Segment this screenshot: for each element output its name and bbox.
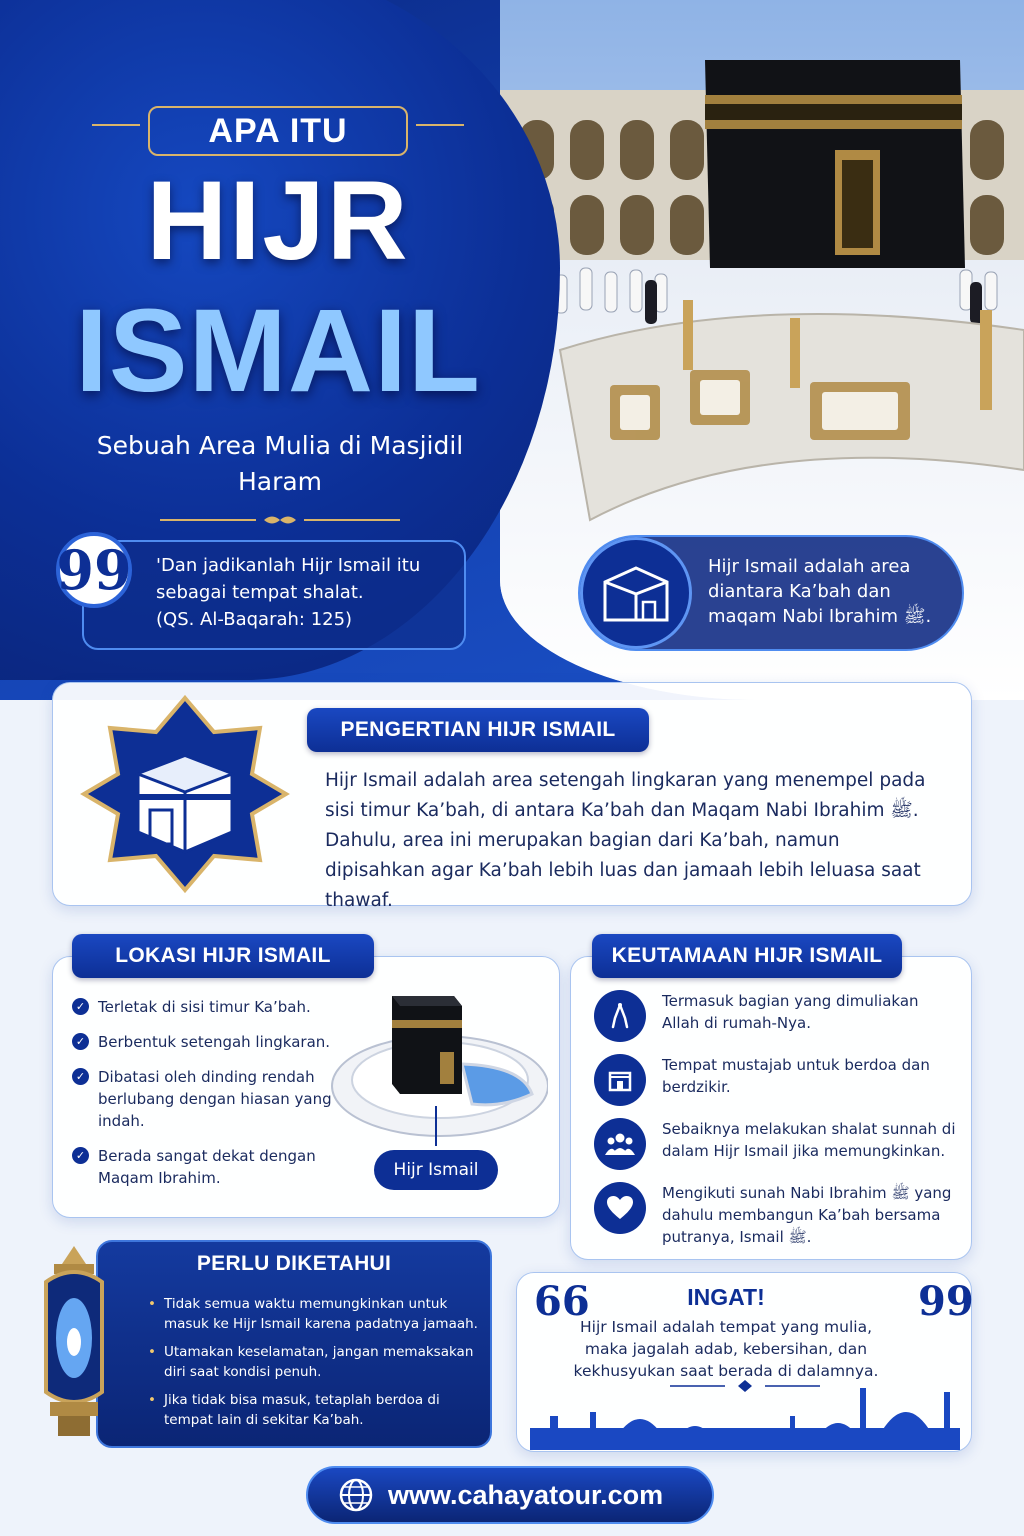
kaaba-icon [594, 1054, 646, 1106]
virtue-text: Tempat mustajab untuk berdoa dan berdzikir. [662, 1056, 930, 1096]
website-link[interactable]: www.cahayatour.com [388, 1479, 664, 1510]
virtue-item [594, 1182, 954, 1246]
hijr-ismail-diagram-label: Hijr Ismail [374, 1150, 498, 1190]
good-to-know-list [148, 1294, 478, 1438]
banner-ornament-right [416, 124, 464, 126]
virtue-text: Mengikuti sunah Nabi Ibrahim ﷺ yang dahulu membangun Ka’bah bersama putranya, Ismail ﷺ. [662, 1184, 952, 1246]
people-icon [594, 1118, 646, 1170]
location-item: ✓ Terletak di sisi timur Ka’bah. [72, 996, 332, 1018]
location-badge-text: Hijr Ismail adalah area diantara Ka’bah dan maqam Nabi Ibrahim ﷺ. [708, 556, 932, 627]
virtues-heading: KEUTAMAAN HIJR ISMAIL [592, 934, 902, 978]
title-line-1: HIJR [146, 158, 410, 283]
quote-body: 'Dan jadikanlah Hijr Ismail itu sebagai tempat shalat. [156, 555, 421, 603]
virtue-text: Sebaiknya melakukan shalat sunnah di dalam Hijr Ismail jika memungkinkan. [662, 1120, 956, 1160]
footer-url-bar[interactable] [306, 1466, 714, 1524]
good-to-know-heading: PERLU DIKETAHUI [196, 1252, 392, 1275]
kicker-text: APA ITU [208, 111, 348, 150]
close-quote-icon: 99 [918, 1278, 974, 1325]
title-line-2: ISMAIL [75, 285, 481, 417]
heart-icon [594, 1182, 646, 1234]
lantern-icon [24, 1242, 124, 1452]
subtitle: Sebuah Area Mulia di Masjidil Haram [96, 431, 464, 496]
virtue-item [594, 1054, 954, 1110]
location-list [72, 996, 332, 1202]
location-item: ✓ Dibatasi oleh dinding rendah berlubang dengan hiasan yang indah. [72, 1066, 332, 1132]
quote-mark-icon: 99 [56, 532, 132, 608]
kaaba-star-emblem-icon [80, 692, 290, 896]
globe-icon [338, 1477, 374, 1513]
mosque-skyline-icon [520, 1376, 970, 1450]
quote-text [156, 552, 456, 633]
reminder-body: Hijr Ismail adalah tempat yang mulia, maka jagalah adab, kebersihan, dan kekhusyukan saat berada di dalamnya. [573, 1318, 879, 1380]
location-item: ✓ Berbentuk setengah lingkaran. [72, 1031, 332, 1053]
kicker-banner [92, 98, 464, 164]
quote-reference: (QS. Al-Baqarah: 125) [156, 609, 353, 630]
kaaba-diagram-icon [322, 976, 548, 1146]
virtue-text: Termasuk bagian yang dimuliakan Allah di rumah-Nya. [662, 992, 919, 1032]
kaaba-outline-icon [580, 537, 692, 649]
definition-heading: PENGERTIAN HIJR ISMAIL [307, 708, 649, 752]
good-to-know-item: • Jika tidak bisa masuk, tetaplah berdoa di tempat lain di sekitar Ka’bah. [148, 1390, 478, 1430]
definition-body: Hijr Ismail adalah area setengah lingkaran yang menempel pada sisi timur Ka’bah, di antara Ka’bah dan Maqam Nabi Ibrahim ﷺ. Dahulu, area ini merupakan bagian dari Ka’bah, namun dipisahkan agar Ka’bah lebih luas dan jamaah lebih leluasa saat thawaf. [325, 770, 926, 911]
ornament-divider-icon [160, 513, 400, 527]
praying-hands-icon [594, 990, 646, 1042]
banner-ornament-left [92, 124, 140, 126]
good-to-know-item: • Tidak semua waktu memungkinkan untuk masuk ke Hijr Ismail karena padatnya jamaah. [148, 1294, 478, 1334]
reminder-heading: INGAT! [687, 1284, 765, 1310]
virtue-item [594, 990, 954, 1046]
virtue-item [594, 1118, 954, 1174]
location-item: ✓ Berada sangat dekat dengan Maqam Ibrahim. [72, 1145, 332, 1189]
good-to-know-item: • Utamakan keselamatan, jangan memaksakan diri saat kondisi penuh. [148, 1342, 478, 1382]
location-heading: LOKASI HIJR ISMAIL [72, 934, 374, 978]
open-quote-icon: 66 [534, 1278, 590, 1325]
